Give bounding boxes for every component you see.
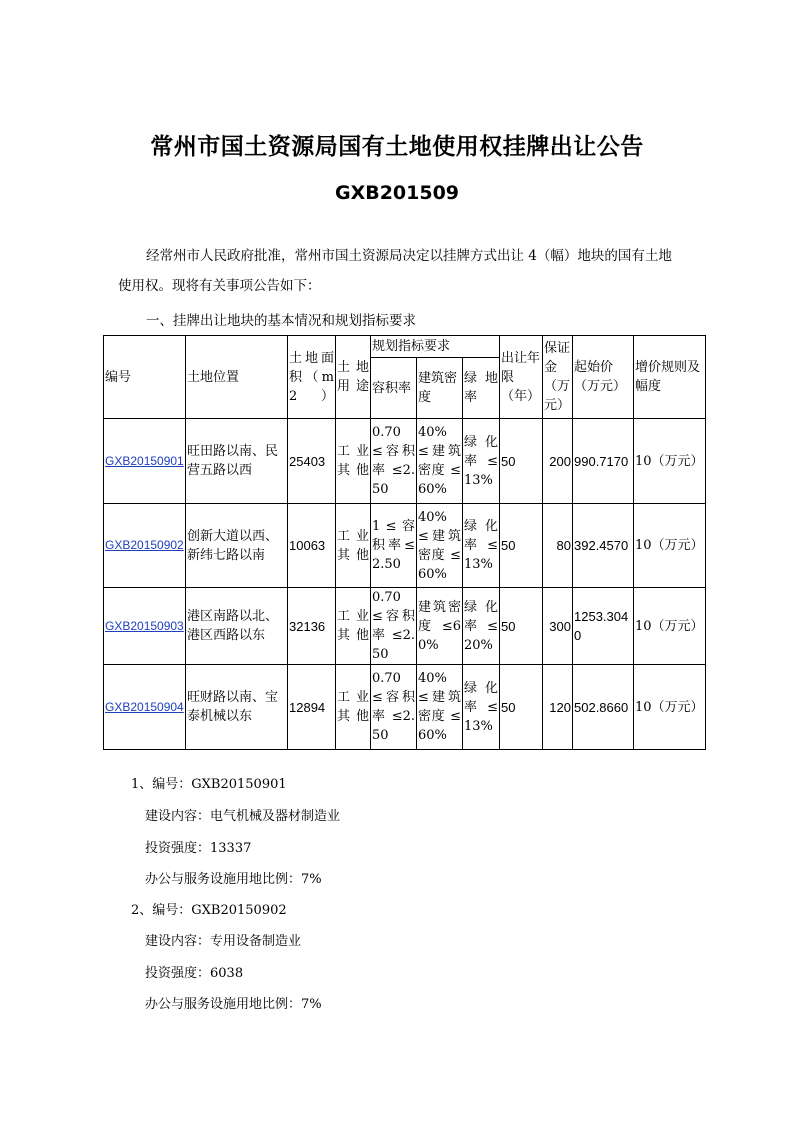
cell-increment: 10（万元） [634,588,706,665]
cell-location: 旺田路以南、民营五路以西 [186,419,288,504]
cell-green: 绿 化率 ≤13% [463,504,500,588]
header-use: 土地用途 [336,336,371,419]
detail-intensity-1: 投资强度：13337 [145,841,252,856]
parcel-id-link[interactable]: GXB20150901 [105,453,184,468]
cell-term: 50 [500,419,543,504]
intro-paragraph [118,241,678,301]
cell-green: 绿 化率 ≤13% [463,419,500,504]
cell-term: 50 [500,588,543,665]
cell-density: 40% ≤建筑密度 ≤60% [417,504,463,588]
cell-use: 工业其他 [336,588,371,665]
cell-far: 0.70 ≤容积率≤2.50 [371,588,417,665]
cell-start-price: 502.8660 [573,665,634,750]
detail-content-2: 建设内容：专用设备制造业 [145,934,302,949]
cell-far: 1 ≤ 容积率≤2.50 [371,504,417,588]
cell-location: 创新大道以西、新纬七路以南 [186,504,288,588]
cell-increment: 10（万元） [634,504,706,588]
cell-use: 工业其他 [336,665,371,750]
section-heading: 一、挂牌出让地块的基本情况和规划指标要求 [146,313,416,329]
detail-heading-1: 1、编号：GXB20150901 [131,777,287,792]
header-start-price: 起始价（万元） [573,336,634,419]
cell-deposit: 120 [543,665,573,750]
parcel-id-link[interactable]: GXB20150902 [105,538,184,552]
cell-density: 建筑密度 ≤60% [417,588,463,665]
cell-start-price: 392.4570 [573,504,634,588]
cell-deposit: 80 [543,504,573,588]
header-location: 土地位置 [186,336,288,419]
cell-term: 50 [500,504,543,588]
table-row [104,419,706,504]
header-area: 土地面积（m2） [288,336,336,419]
detail-intensity-2: 投资强度：6038 [145,966,244,981]
cell-area: 32136 [288,588,336,665]
cell-use: 工业其他 [336,419,371,504]
cell-green: 绿 化率 ≤20% [463,588,500,665]
announcement-code: GXB201509 [334,182,460,204]
cell-increment: 10（万元） [634,665,706,750]
cell-location: 港区南路以北、港区西路以东 [186,588,288,665]
header-green: 绿地率 [463,358,500,419]
cell-deposit: 200 [543,419,573,504]
cell-deposit: 300 [543,588,573,665]
header-increment: 增价规则及幅度 [634,336,706,419]
cell-term: 50 [500,665,543,750]
header-planning: 规划指标要求 [371,336,500,358]
detail-content-1: 建设内容：电气机械及器材制造业 [145,809,341,824]
table-row [104,665,706,750]
header-density: 建筑密度 [417,358,463,419]
cell-area: 25403 [288,419,336,504]
cell-increment: 10（万元） [634,419,706,504]
cell-area: 10063 [288,504,336,588]
cell-far: 0.70 ≤容积率≤2.50 [371,419,417,504]
cell-density: 40% ≤建筑密度 ≤60% [417,419,463,504]
cell-area: 12894 [288,665,336,750]
cell-green: 绿 化率 ≤13% [463,665,500,750]
detail-ratio-1: 办公与服务设施用地比例：7% [145,872,322,887]
land-table [103,335,706,750]
cell-far: 0.70 ≤容积率≤2.50 [371,665,417,750]
parcel-id-link[interactable]: GXB20150904 [105,699,184,714]
header-term: 出让年限（年） [500,336,543,419]
table-row [104,504,706,588]
header-id: 编号 [104,336,186,419]
table-row [104,588,706,665]
intro-text: 经常州市人民政府批准，常州市国土资源局决定以挂牌方式出让 4（幅）地块的国有土地使用权。现将有关事项公告如下： [118,248,672,294]
cell-location: 旺财路以南、宝泰机械以东 [186,665,288,750]
header-deposit: 保证金（万元） [543,336,573,419]
parcel-id-link[interactable]: GXB20150903 [105,618,184,633]
cell-density: 40% ≤建筑密度 ≤60% [417,665,463,750]
cell-start-price: 1253.3040 [573,588,634,665]
cell-start-price: 990.7170 [573,419,634,504]
page-title: 常州市国土资源局国有土地使用权挂牌出让公告 [150,133,644,160]
detail-ratio-2: 办公与服务设施用地比例：7% [145,997,322,1012]
detail-heading-2: 2、编号：GXB20150902 [131,903,287,918]
header-far: 容积率 [371,358,417,419]
table-header-row [104,336,706,358]
cell-use: 工业其他 [336,504,371,588]
